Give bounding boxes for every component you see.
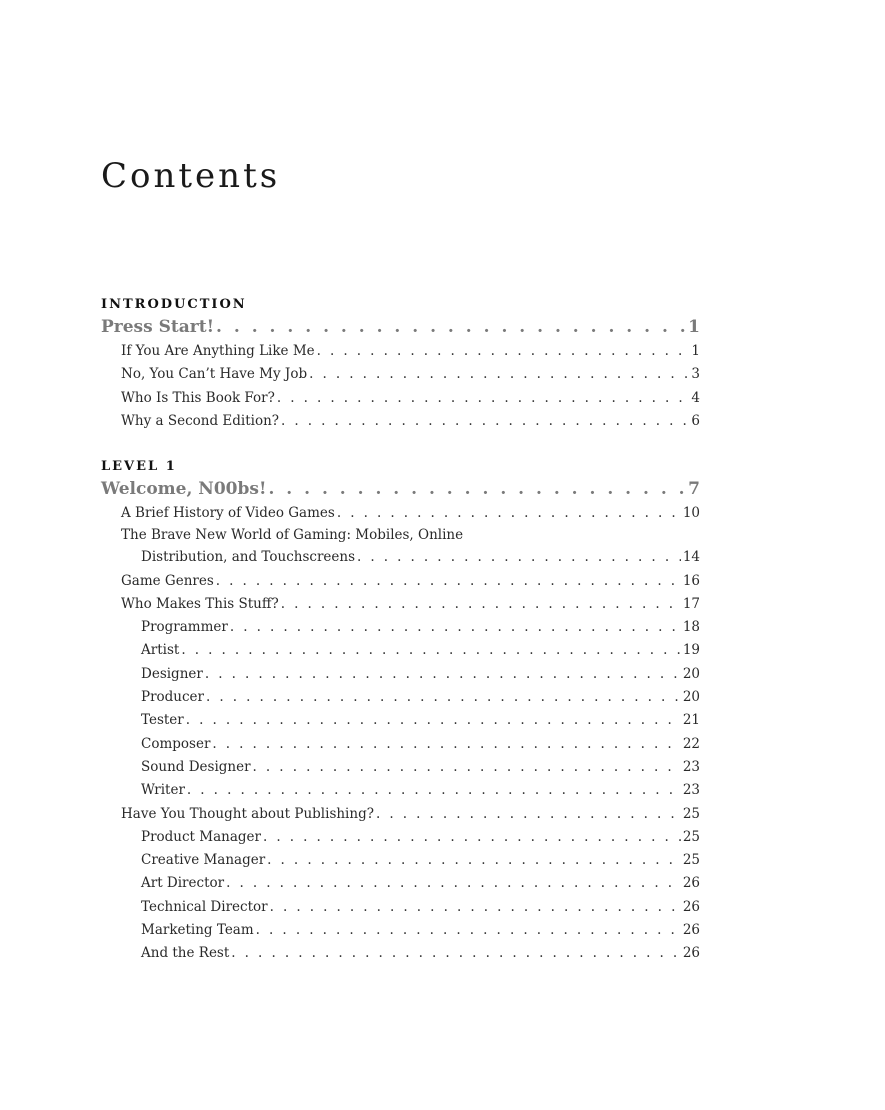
dot-leader [337,502,681,525]
entry-page-number: 4 [691,389,700,406]
entry-page-number: 23 [682,782,700,799]
entry-label: Marketing Team [141,922,254,939]
toc-entry[interactable] [101,593,700,616]
entry-page-number: 18 [682,619,700,636]
entry-label-line-2-row [121,546,700,569]
entry-page-number: 14 [682,549,700,566]
entry-label: Why a Second Edition? [121,412,279,429]
entry-page-number: 21 [682,712,700,729]
toc-entry[interactable] [101,803,700,826]
toc-entry[interactable] [101,363,700,386]
toc-subentry[interactable] [101,686,700,709]
toc-subentry[interactable] [101,919,700,942]
dot-leader [231,942,681,965]
toc-subentry[interactable] [101,896,700,919]
entry-label: Art Director [141,875,225,892]
entry-page-number: 16 [682,572,700,589]
entry-page-number: 20 [682,665,700,682]
dot-leader [268,476,686,502]
dot-leader [206,686,681,709]
chapter-title: Welcome, N00bs! [101,479,267,499]
dot-leader [317,340,690,363]
entry-label: No, You Can’t Have My Job [121,366,308,383]
toc-subentry[interactable] [101,942,700,965]
dot-leader [357,546,681,569]
dot-leader [205,663,681,686]
toc-entry[interactable] [101,410,700,433]
entry-page-number: 25 [682,828,700,845]
toc-entry[interactable] [101,387,700,410]
entry-label-line-1: The Brave New World of Gaming: Mobiles, Online [121,527,464,544]
entry-label: Who Is This Book For? [121,389,275,406]
entry-label: Creative Manager [141,852,266,869]
toc-subentry[interactable] [101,779,700,802]
entry-label: And the Rest [141,945,230,962]
entry-label: Writer [141,782,185,799]
toc-subentry[interactable] [101,826,700,849]
toc-entry[interactable] [101,525,700,569]
entry-page-number: 26 [682,875,700,892]
entry-page-number: 22 [682,735,700,752]
entry-label: Technical Director [141,898,268,915]
toc-entry[interactable] [101,502,700,525]
dot-leader [263,826,681,849]
chapter-entry[interactable] [101,476,700,502]
toc-subentry[interactable] [101,849,700,872]
toc-entry[interactable] [101,570,700,593]
entry-page-number: 6 [691,412,700,429]
dot-leader [186,709,681,732]
entry-page-number: 10 [682,505,700,521]
entry-label: Producer [141,689,205,706]
section-eyebrow: LEVEL 1 [101,459,177,474]
toc-subentry[interactable] [101,709,700,732]
chapter-page-number: 7 [688,479,700,499]
entry-page-number: 17 [682,595,700,612]
entry-label: Who Makes This Stuff? [121,595,279,612]
entry-label: Composer [141,735,211,752]
toc-subentry[interactable] [101,663,700,686]
entry-label: Tester [141,712,184,729]
entry-label: Have You Thought about Publishing? [121,805,374,822]
entry-label: If You Are Anything Like Me [121,343,315,359]
dot-leader [270,896,681,919]
entry-page-number: 1 [691,343,700,359]
dot-leader [281,410,689,433]
entry-label: Game Genres [121,572,214,589]
entry-label: Designer [141,665,203,682]
entry-page-number: 3 [691,366,700,383]
dot-leader [187,779,681,802]
entry-page-number: 25 [682,805,700,822]
toc-subentry[interactable] [101,872,700,895]
dot-leader [277,387,690,410]
entry-page-number: 25 [682,852,700,869]
toc-section-introduction [101,296,700,433]
dot-leader [216,314,686,340]
dot-leader [230,616,681,639]
toc-section-level-1 [101,458,700,966]
toc-subentry[interactable] [101,639,700,662]
dot-leader [226,872,681,895]
dot-leader [267,849,681,872]
entry-label: Product Manager [141,828,261,845]
chapter-title: Press Start! [101,317,215,337]
entry-page-number: 20 [682,689,700,706]
entry-page-number: 23 [682,758,700,775]
toc-subentry[interactable] [101,756,700,779]
page-title: Contents [101,156,281,196]
entry-label: Sound Designer [141,758,251,775]
dot-leader [376,803,681,826]
dot-leader [212,733,680,756]
dot-leader [181,639,681,662]
dot-leader [216,570,681,593]
entry-page-number: 26 [682,898,700,915]
entry-page-number: 26 [682,945,700,962]
dot-leader [253,756,681,779]
toc-subentry[interactable] [101,733,700,756]
entry-page-number: 26 [682,922,700,939]
dot-leader [281,593,681,616]
entry-page-number: 19 [682,642,700,659]
entry-label: A Brief History of Video Games [121,505,335,521]
chapter-entry[interactable] [101,314,700,340]
toc-entry[interactable] [101,340,700,363]
entry-label: Programmer [141,619,228,636]
toc-subentry[interactable] [101,616,700,639]
entry-label-line-2: Distribution, and Touchscreens [141,549,356,566]
section-eyebrow: INTRODUCTION [101,297,247,312]
chapter-page-number: 1 [688,317,700,337]
dot-leader [309,363,689,386]
dot-leader [256,919,681,942]
entry-label: Artist [141,642,180,659]
